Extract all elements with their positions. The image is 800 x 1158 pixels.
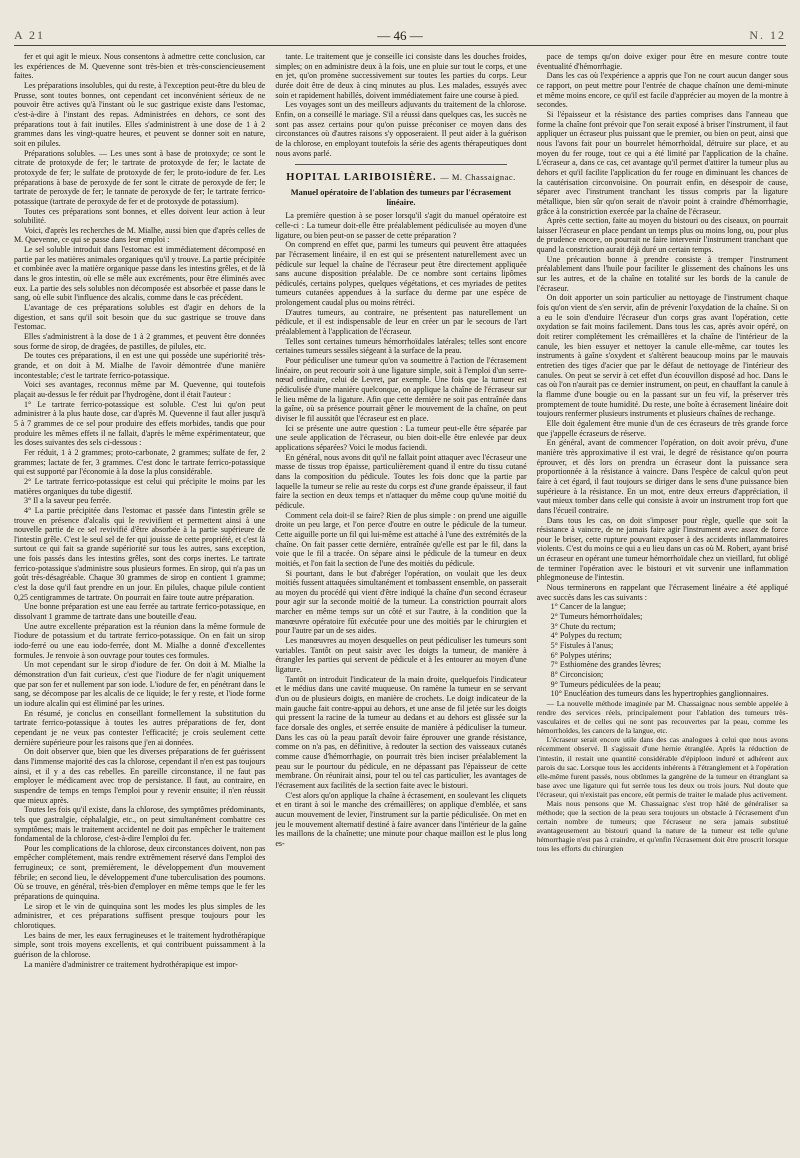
case-list (537, 602, 788, 699)
paragraph: Tantôt on introduit l'indicateur de la main droite, quelquefois l'indicateur et le médius dans une cavité muqueuse. On ramène la tumeur en se servant d'un ou de plusieurs doigts, en manière de crochets. Le doigt indicateur de la main gauche fait contre-appui au dehors, et une anse de fil jetée sur les doigts qui pressent la racine de la tumeur au dedans et au dehors est glissée sur la face dorsale des ongles, et serrée ensuite de manière à pédiculiser la tumeur. Dans les cas où la peau paraît devoir faire éprouver une grande résistance, comme on n'a pas, en définitive, à redouter la section des vaisseaux cutanés comme cause d'hémorrhagie, on pourrait très bien inciser préalablement la peau sur le pourtour du pédicule, en ne dépassant pas l'épaisseur de cette membrane. On réunirait ainsi, pour tel ou tel cas particulier, les avantages de l'écrasement aux facilités de la section faite avec le bistouri. (275, 674, 527, 790)
paragraph: Pour pédiculiser une tumeur qu'on va soumettre à l'action de l'écrasement linéaire, on peut recourir soit à une ligature simple, soit à l'emploi d'un serre-nœud ordinaire, celui de Levret, par exemple. Une fois que la tumeur est pédiculisée d'une manière quelconque, on applique la chaîne de l'écraseur sur le lieu même de la ligature. Afin que cette dernière ne soit pas entraînée dans la gaîne, où sa présence pourrait gêner le mouvement de la chaîne, on peut diviser le fil aussitôt que l'écraseur est en place. (275, 356, 527, 423)
paragraph: On comprend en effet que, parmi les tumeurs qui peuvent être attaquées par l'écrasement linéaire, il en est qui se présentent naturellement avec un pédicule sur lequel la chaîne de l'écraseur peut être directement appliquée sans aucune disposition préalable. De ce nombre sont certains lipômes pédiculés, certains polypes, quelques végétations, et ces myriades de petites tumeurs cutanées appendues à la surface du derme par une espèce de prolongement caudal plus ou moins rétréci. (275, 240, 527, 308)
paragraph: Le sirop et le vin de quinquina sont les modes les plus simples de les administrer, et ces préparations suffisent presque toujours pour les chlorotiques. (14, 901, 266, 931)
hospital-name: HOPITAL LARIBOISIÈRE. (286, 172, 437, 184)
page-number: — 46 — (377, 28, 423, 43)
paragraph: Les préparations insolubles, qui du reste, à l'exception peut-être du bleu de Prusse, sont toutes bonnes, ont cependant cet inconvénient sérieux de ne pouvoir être actives qu'à l'instant où le suc gastrique existe dans l'estomac, c'est-à-dire à l'instant des repas. Administrées en dehors, ce sont des préparations tout à fait inutiles. Elles s'administrent à une dose de 1 à 2 grammes dans les vingt-quatre heures, et peuvent se donner soit en nature, soit en pilules. (14, 80, 266, 148)
section-separator (295, 164, 506, 165)
paragraph: Une autre excellente préparation est la réunion dans la même formule de l'iodure de potassium et du tartrate ferrico-potassique. On en fait un sirop iodo-ferré ou une eau iodo-ferrée, dont M. Mialhe a donné d'excellentes formules. Je renvoie à son ouvrage pour toutes ces formules. (14, 621, 266, 660)
paragraph: tante. Le traitement que je conseille ici consiste dans les douches froides, simples; on en administre deux à la fois, une en pluie sur tout le corps, et une en jet, qu'on promène successivement sur toutes les parties du corps. Leur durée doit être de deux à cinq minutes au plus. Les malades, essuyés avec soin et rapidement habillés, doivent immédiatement faire une course à pied. (275, 52, 527, 100)
paragraph: 2° Le tartrate ferrico-potassique est celui qui précipite le moins par les matières organiques du tube digestif. (14, 476, 266, 496)
paragraph: La première question à se poser lorsqu'il s'agit du manuel opératoire est celle-ci : La tumeur doit-elle être préalablement pédiculisée au moyen d'une ligature, ou bien peut-on se passer de cette préparation ? (275, 211, 527, 240)
list-item: 10° Enucléation des tumeurs dans les hypertrophies ganglionnaires. (550, 689, 769, 699)
column-3-body (537, 52, 788, 602)
paragraph: Voici ses avantages, reconnus même par M. Quevenne, qui toutefois plaçait au-dessus le fer réduit par l'hydrogène, dont il était l'auteur : (14, 380, 266, 399)
paragraph: Dans tous les cas, on doit s'imposer pour règle, quelle que soit la résistance à vaincre, de ne jamais faire agir l'instrument avec assez de force pour le briser, cette rupture pouvant exposer à des accidents inflammatoires violents. C'est du moins ce qui a eu lieu dans un cas où M. Robert, ayant brisé un écraseur en opérant une tumeur hémorrhoïdale chez un vieillard, fut obligé de terminer l'opération avec le bistouri et vit survenir une inflammation phlegmoneuse de l'intestin. (536, 515, 788, 583)
paragraph: Le sel soluble introduit dans l'estomac est immédiatement décomposé en partie par les matières animales organiques qu'il y trouve. La partie précipitée et combinée avec la matière organique passe dans les intestins grêles, et de là dans le gros intestin, où elle se mêle aux excréments, pour être éliminés avec eux. La partie des sels solubles non décomposée est absorbée et passe dans le sang, où elle subit l'influence des alcalis, comme dans le cas précédent. (14, 245, 266, 303)
list-item: 3° Chute du rectum; (550, 621, 616, 631)
paragraph: 3° Il a la saveur peu ferrée. (24, 496, 111, 506)
paragraph: Si l'épaisseur et la résistance des parties comprises dans l'anneau que forme la chaîne font prévoir que l'on serait exposé à briser l'instrument, il faut appliquer un écraseur plus puissant que le premier, ou bien on peut, ainsi que nous l'avons fait pour un bourrelet hémorrhoïdal, détruire sur place, et au moyen du fer rouge, tout ce qui a été limité par l'application de la chaîne. L'écraseur a, dans ce cas, cet avantage qu'il permet d'attirer la tumeur plus au dehors et qu'il facilite l'application du fer rouge en diminuant les chances de la cautérisation circonvoisine. On pourrait enfin, en désespoir de cause, séparer avec l'instrument tranchant les tissus compris par la ligature métallique, bien sûr qu'on serait de n'avoir point à craindre d'hémorrhagie, grâce à la constriction exercée par la chaîne de l'écraseur. (536, 109, 788, 216)
list-item: 5° Fistules à l'anus; (550, 641, 614, 651)
paragraph: Une bonne préparation est une eau ferrée au tartrate ferrico-potassique, en dissolvant 1 gramme de tartrate dans une bouteille d'eau. (14, 602, 266, 622)
paragraph: Toutes ces préparations sont bonnes, et elles doivent leur action à leur solubilité. (14, 206, 266, 226)
paragraph: Un mot cependant sur le sirop d'iodure de fer. On doit à M. Mialhe la démonstration d'un fait curieux, c'est que l'iodure de fer n'agit uniquement que par son fer et nullement par son iode. L'iodure de fer, en pénétrant dans le sang, se décompose par les alcalis de ce liquide; le fer y reste, et l'iode forme un iodure alcalin qui est éliminé par les urines. (14, 660, 266, 708)
paragraph: En général, avant de commencer l'opération, on doit avoir prévu, d'une manière très approximative il est vrai, le degré de résistance qu'on pourra éprouver, et dès lors on prendra un écraseur dont la puissance sera proportionnée à la résistance à vaincre. Dans l'espèce de calcul qu'on peut faire à cet égard, il faut toujours se diriger dans le sens d'une puissance bien supérieure à la résistance. En un mot, entre deux erreurs d'appréciation, il vaut mieux tomber dans celle qui consiste à avoir un instrument trop fort que dans l'écueil contraire. (536, 438, 788, 515)
paragraph: C'est alors qu'on applique la chaîne à écrasement, en soulevant les cliquets et en tirant à soi le manche des crémaillères; on applique d'emblée, et sans aucun mouvement de levier, l'instrument sur la partie pédiculisée. On met en jeu le mouvement alternatif destiné à faire avancer dans l'intérieur de la gaîne les maillons de la chaînette; une minute pour chaque maillon est le plus long es- (275, 790, 527, 848)
column-2-body (275, 211, 526, 848)
paragraph: En général, nous avons dit qu'il ne fallait point attaquer avec l'écraseur une masse de tissus trop épaisse, particulièrement quand il entre du tissu cutané dans la composition du pédicule. Toutes les fois donc que la partie par laquelle la tumeur se relie au reste du corps est d'une grande épaisseur, il faut faire la section en deux temps et n'attaquer du même coup qu'une moitié du pédicule. (275, 452, 527, 510)
paragraph: Les voyages sont un des meilleurs adjuvants du traitement de la chlorose. Enfin, on a conseillé le mariage. S'il a réussi dans quelques cas, les succès ne sont pas assez certains pour qu'on puisse préconiser ce moyen dans des circonstances où d'autres raisons s'y opposeraient. Il peut aider à la guérison de la chlorose, en employant toutefois la série des agents thérapeutiques dont nous avons parlé. (275, 100, 527, 158)
paragraph: 4° La partie précipitée dans l'estomac et passée dans l'intestin grêle se trouve en présence d'alcalis qui le revivifient et permettent ainsi à une nouvelle partie de ce sel revivifié d'être absorbée à la partie supérieure de l'intestin grêle. C'est le seul sel de fer qui jouisse de cette propriété, et c'est là surtout ce qui fait sa grande supériorité sur tous les autres, sans exception, une fois passés dans les intestins grêles, sont des corps inertes. Le tartrate ferrico-potassique s'administre sous plusieurs formes. En sirop, qui n'a pas un goût très-désagréable. Chaque 30 grammes de sirop en contient 1 gramme; c'est la dose qu'il faut prendre en un jour. En pilules, chaque pilule contient 0,25 centigrammes de tartrate. On pourrait en faire toute autre préparation. (14, 505, 266, 602)
paragraph: L'écraseur serait encore utile dans des cas analogues à celui que nous avons récemment observé. Il s'agissait d'une hernie étranglée. Après la réduction de l'intestin, il restait une quantité considérable d'épiploon induré et adhérent aux parois du sac. Lorsque tous les accidents inhérents à l'étranglement et à l'opération elle-même furent passés, nous obtînmes la gangrène de la tumeur en étranglant sa base avec une ligature qui fut serrée tous les deux ou trois jours. Nul doute que l'écraseur, qui n'existait pas encore, eût permis de traiter le malade plus activement. (536, 735, 788, 799)
list-item: 1° Cancer de la langue; (550, 602, 626, 612)
paragraph: fer et qui agit le mieux. Nous consentons à admettre cette conclusion, car les expériences de M. Quevenne sont très-bien et très-consciencieusement faites. (14, 52, 266, 81)
header-left: A 21 (14, 28, 46, 42)
paragraph: La manière d'administrer ce traitement hydrothérapique est impor- (24, 959, 238, 969)
header-rule (14, 45, 786, 46)
list-item: 8° Circoncision; (550, 670, 604, 679)
paragraph: Si pourtant, dans le but d'abréger l'opération, on voulait que les deux moitiés fussent attaquées simultanément et tombassent ensemble, on passerait au moyen du procédé qui vient d'être indiqué la chaîne d'un second écraseur pour agir sur la seconde moitié de la tumeur. La constriction pourrait alors marcher en même temps sur un côté et sur l'autre, à la condition que la manœuvre opératoire fût exécutée pour une des moitiés par le chirurgien et pour l'autre par un de ses aides. (275, 568, 527, 636)
page-header (14, 28, 786, 44)
section-author: — M. Chassaignac. (440, 172, 516, 183)
paragraph: On doit observer que, bien que les diverses préparations de fer guérissent dans l'immense majorité des cas la chlorose, cependant il n'en est pas toujours ainsi, et il y a des cas rebelles. En pareille circonstance, il ne faut pas employer le médicament avec trop de persistance. Il faut, au contraire, en suspendre de temps en temps l'emploi pour y revenir ensuite; il n'en réussit que mieux après. (14, 747, 266, 805)
paragraph: On doit apporter un soin particulier au nettoyage de l'instrument chaque fois qu'on vient de s'en servir, afin de prévenir l'oxydation de la chaîne. Si on a eu le soin d'enduire l'écraseur d'un corps gras avant l'opération, cette oxydation se fait moins facilement. Dans tous les cas, après avoir opéré, on doit retirer complétement les crémaillères et la chaîne de l'intérieur de la canule, les bien essuyer et nettoyer la canule elle-même, car toutes les instruments à gaîne s'oxydent et s'altèrent beaucoup moins par le mauvais entretien des tiges d'acier que par le défaut de nettoyage de l'intérieur des canules. On peut se servir à cet effet d'un écouvillon disposé ad hoc. Dans le cas où l'on n'aurait pas ce dernier instrument, on peut, en chauffant la canule à la flamme d'une bougie ou en la passant sur un feu vif, la préserver très promptement de toute humidité. Du reste, une boîte à écrasement linéaire doit toujours renfermer plusieurs instruments et plusieurs chaînes de rechange. (536, 293, 788, 419)
column-2-intro (275, 52, 526, 158)
paragraph: 1° Le tartrate ferrico-potassique est soluble. C'est lui qu'on peut administrer à la plus haute dose, car d'après M. Quevenne il faut aller jusqu'à 5 à 7 grammes de ce sel pour produire des effets morbides, tandis que pour produire les mêmes effets il ne fallait, d'après le même expérimentateur, que les doses suivantes des sels ci-dessous : (14, 399, 266, 448)
section-heading (275, 171, 526, 184)
paragraph: Elle doit également être munie d'un de ces écraseurs de très grande force que j'appelle écraseurs de réserve. (536, 418, 788, 438)
paragraph: Les manœuvres au moyen desquelles on peut pédiculiser les tumeurs sont variables. Tantôt on peut saisir avec les doigts la tumeur, de manière à étrangler les parties qui servent de pédicule et à les entourer au moyen d'une ligature. (275, 636, 527, 675)
paragraph: D'autres tumeurs, au contraire, ne présentent pas naturellement un pédicule, et il est indispensable de leur en créer un par le secours de l'art préalablement à l'application de l'écraseur. (275, 307, 527, 337)
paragraph: — La nouvelle méthode imaginée par M. Chassaignac nous semble appelée à rendre des services réels, principalement pour l'ablation des tumeurs très-vasculaires et de celles qui ne sont pas recouvertes par la peau, comme les hémorrhoïdes, les cancers de la langue, etc. (536, 698, 788, 736)
paragraph: Ici se présente une autre question : La tumeur peut-elle être séparée par une seule application de l'écraseur, ou bien doit-elle être enlevée par deux applications séparées? Voici le modus faciendi. (275, 423, 527, 452)
paragraph: Les bains de mer, les eaux ferrugineuses et le traitement hydrothérapique simple, sont trois moyens excellents, et qui contribuent puissamment à la guérison de la chlorose. (14, 930, 266, 960)
paragraph: Dans les cas où l'expérience a appris que l'on ne court aucun danger sous ce rapport, on peut mettre pour l'entrée de chaque chaînon une demi-minute et même moins encore, ce qu'il est facile d'apprécier au moyen de la montre à secondes. (536, 71, 788, 110)
column-3 (537, 52, 788, 1154)
list-item: 2° Tumeurs hémorrhoïdales; (550, 612, 643, 622)
paragraph: En résumé, je conclus en conseillant formellement la substitution du tartrate ferrico-potassique à toutes les autres préparations de fer, dont cependant je ne veux pas contester l'efficacité; je crois seulement cette dernière supérieure pour les raisons que j'en ai données. (14, 708, 266, 747)
paragraph: L'avantage de ces préparations solubles est d'agir en dehors de la digestion, et sans qu'il soit besoin que du suc gastrique se trouve dans l'estomac. (14, 303, 266, 332)
paragraph: Préparations solubles. — Les unes sont à base de protoxyde; ce sont le citrate de protoxyde de fer; le tartrate de protoxyde de fer; le lactate de protoxyde de fer; le sulfate de protoxyde de fer; le proto-iodure de fer. Les préparations à base de peroxyde de fer sont le citrate de peroxyde de fer; le tartrate de peroxyde de fer; le tannate de peroxyde de fer; le tartrate ferrico-potassique (tartrate de peroxyde de fer et de protoxyde de potassium). (14, 148, 266, 206)
paragraph: Une précaution bonne à prendre consiste à tremper l'instrument préalablement dans l'huile pour faciliter le glissement des chaînons les uns sur les autres, et de la chaîne en totalité sur les bords de la canule de l'écraseur. (536, 254, 788, 293)
paragraph: Toutes les fois qu'il existe, dans la chlorose, des symptômes prédominants, tels que gastralgie, céphalalgie, etc., on peut simultanément combattre ces symptômes; mais le traitement accidentel ne doit pas empêcher le traitement fondamental de la chlorose, c'est-à-dire l'emploi du fer. (14, 805, 266, 844)
list-item: 4° Polypes du rectum; (550, 631, 623, 641)
paragraph: Mais nous pensons que M. Chassaignac s'est trop hâté de généraliser sa méthode; que la section de la peau sera toujours un obstacle à l'écrasement d'un certain nombre de tumeurs; que l'écraseur ne sera jamais substitué avantageusement au bistouri quand la nature de la tumeur est telle qu'une hémorrhagie n'est pas à craindre, et qu'enfin l'écrasement doit être proscrit lorsque tous les efforts du chirurgien (536, 799, 788, 854)
column-2 (275, 52, 526, 1154)
columns (14, 52, 788, 1154)
editorial-note (537, 699, 788, 854)
paragraph: Nous terminerons en rappelant que l'écrasement linéaire a été appliqué avec succès dans les cas suivants : (536, 583, 788, 602)
header-right: N. 12 (749, 28, 786, 42)
list-item: 6° Polypes utérins; (550, 650, 612, 660)
paragraph: De toutes ces préparations, il en est une qui possède une supériorité très-grande, et on doit à M. Mialhe de l'avoir démontrée d'une manière incontestable; c'est le tartrate ferrico-potassique. (14, 351, 266, 380)
list-item: 7° Esthiomène des grandes lèvres; (550, 660, 662, 670)
paragraph: Après cette section, faite au moyen du bistouri ou des ciseaux, on pourrait laisser l'écraseur en place pendant un temps plus ou moins long, ou, pour plus de prudence encore, on pourrait ne faire intervenir l'instrument tranchant que quand la constriction aurait déjà duré un certain temps. (536, 216, 788, 255)
paragraph: Comment cela doit-il se faire? Rien de plus simple : on prend une aiguille droite un peu large, et l'on perce d'outre en outre le pédicule de la tumeur. Cette aiguille porte un fil qui lui-même est attaché à l'une des extrémités de la chaîne. On fait passer cette dernière, entraînée qu'elle est par le fil, dans la voie que le fil a tracée. On sépare ainsi le pédicule de la tumeur en deux moitiés, et l'on fait la section de l'une des moitiés du pédicule. (275, 510, 527, 568)
paragraph: Pour les complications de la chlorose, deux circonstances doivent, non pas empêcher complétement, mais rendre extrêmement réservé dans l'emploi des ferrugineux; ce sont, premièrement, le développement d'un mouvement fébrile; en second lieu, le développement d'une tuberculisation des poumons. Où se trouve, en général, très-bien d'employer en même temps que le fer les préparations de quinquina. (14, 843, 266, 902)
column-1 (14, 52, 265, 1154)
paragraph: pace de temps qu'on doive exiger pour être en mesure contre toute éventualité d'hémorrhagie. (536, 52, 788, 71)
list-item: 9° Tumeurs pédiculées de la peau; (550, 679, 661, 689)
article-title: Manuel opératoire de l'ablation des tumeurs par l'écrasement linéaire. (290, 188, 512, 208)
paragraph: Telles sont certaines tumeurs hémorrhoïdales latérales; telles sont encore certaines tumeurs sessiles siégeant à la surface de la peau. (275, 336, 527, 356)
paragraph: Elles s'administrent à la dose de 1 à 2 grammes, et peuvent être données sous forme de sirop, de dragées, de pastilles, de pilules, etc. (14, 332, 266, 351)
paragraph: Fer réduit, 1 à 2 grammes; proto-carbonate, 2 grammes; sulfate de fer, 2 grammes; lactate de fer, 3 grammes. C'est donc le tartrate ferrico-potassique qui est supporté par l'économie à la dose la plus considérable. (14, 447, 266, 477)
paragraph: Voici, d'après les recherches de M. Mialhe, aussi bien que d'après celles de M. Quevenne, ce qui se passe dans leur emploi : (14, 225, 266, 245)
